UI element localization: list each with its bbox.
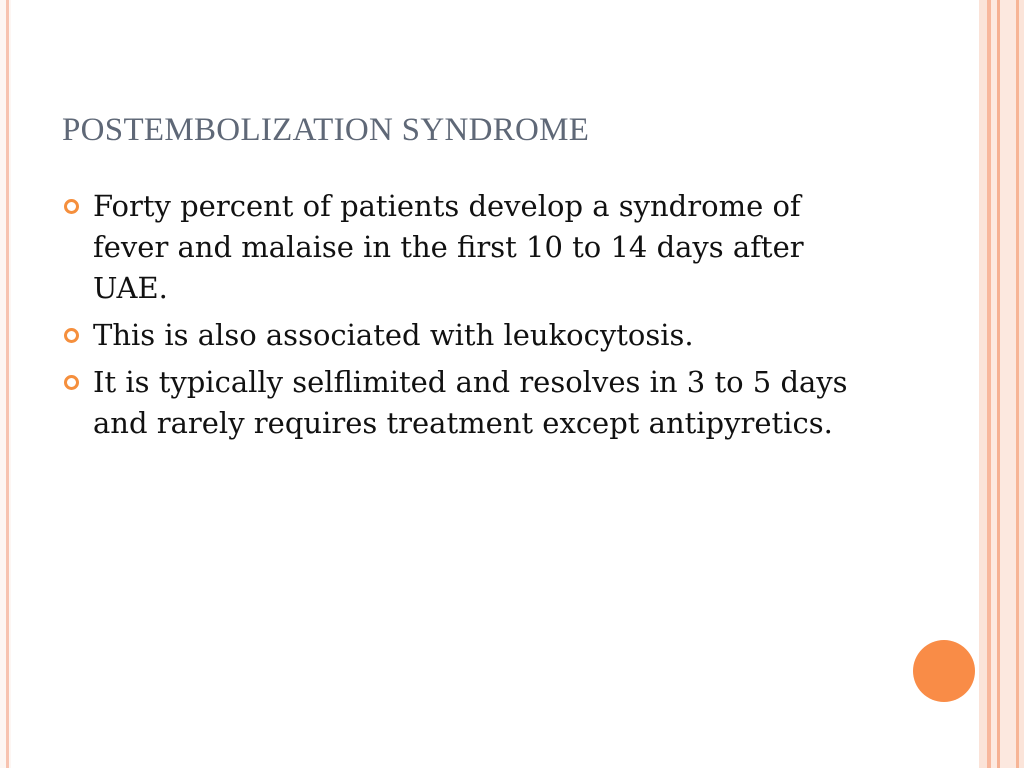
bullet-text: Forty percent of patients develop a syndrome of fever and malaise in the first 10 to 14 days after UAE.: [93, 189, 804, 305]
left-border-stripe: [6, 0, 9, 768]
bullet-item: [62, 315, 862, 356]
ring-bullet-icon: [64, 199, 79, 214]
ring-bullet-icon: [64, 375, 79, 390]
orange-circle-decoration: [913, 640, 975, 702]
right-border-band: [979, 0, 987, 768]
bullet-item: [62, 362, 862, 444]
right-border-band: [1000, 0, 1016, 768]
bullet-item: [62, 186, 862, 309]
slide-title: POSTEMBOLIZATION SYNDROME: [62, 112, 590, 148]
right-border-band: [1019, 0, 1024, 768]
ring-bullet-icon: [64, 328, 79, 343]
bullet-list: [62, 186, 862, 450]
bullet-text: This is also associated with leukocytosis.: [93, 318, 694, 352]
bullet-text: It is typically selflimited and resolves in 3 to 5 days and rarely requires treatment except antipyretics.: [93, 365, 848, 440]
